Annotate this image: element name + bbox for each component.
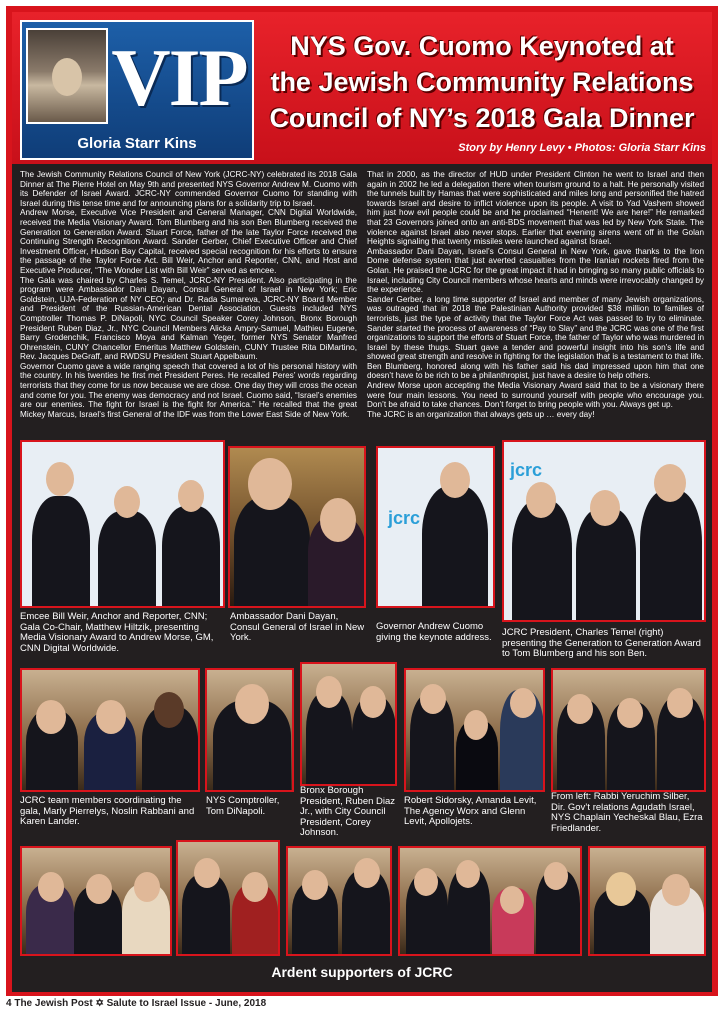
- headline-line-1: NYS Gov. Cuomo Keynoted at: [290, 31, 674, 61]
- article-column-1: [20, 170, 357, 432]
- paragraph: The JCRC is an organization that always gets up … every day!: [367, 409, 595, 419]
- photo-governor: [376, 446, 495, 608]
- page-footer: 4 The Jewish Post ✡ Salute to Israel Issue - June, 2018: [6, 998, 267, 1009]
- person-head: [114, 486, 140, 518]
- caption-borough-president: Bronx Borough President, Ruben Diaz Jr., with City Council President, Corey Johnson.: [300, 785, 396, 838]
- caption-sidorsky-levit: Robert Sidorsky, Amanda Levit, The Agency Worx and Glenn Levit, Apollojets.: [404, 795, 537, 827]
- caption-ambassador: Ambassador Dani Dayan, Consul General of Israel in New York.: [230, 611, 365, 643]
- person-head: [235, 684, 269, 724]
- photo-supporters-5: [588, 846, 706, 956]
- headline-line-3: Council of NY’s 2018 Gala Dinner: [269, 103, 695, 133]
- caption-president-award: JCRC President, Charles Temel (right) presenting the Generation to Generation Award to Tom Blumberg and his son Ben.: [502, 627, 701, 659]
- headline-line-2: the Jewish Community Relations: [270, 67, 694, 97]
- person-head: [526, 482, 556, 518]
- person-head: [500, 886, 524, 914]
- person-figure: [640, 490, 702, 620]
- caption-governor: Governor Andrew Cuomo giving the keynote address.: [376, 621, 492, 643]
- person-figure: [512, 500, 572, 620]
- photo-jcrc-team: [20, 668, 200, 792]
- person-figure: [98, 511, 156, 606]
- person-head: [510, 688, 536, 718]
- article-body: [20, 170, 704, 432]
- paragraph: The Jewish Community Relations Council of New York (JCRC-NY) celebrated its 2018 Gala Dinner at The Pierre Hotel on May 9th and presented NYS Governor Andrew M. Cuomo with its Defender of Israel Award. JCRC-NY commended Governor Cuomo for standing with Israel during this tense time and for announcing plans for a solidarity trip to Israel.: [20, 170, 357, 208]
- paragraph: Ambassador Dani Dayan, Israel’s Consul General in New York, gave thanks to the Iron Dome defense system that just averted casualties from the Iranian rockets fired from the Golan. He praised the JCRC for the great impact it had in bringing so many public officials to Israel, including City Council members whose hearts and minds were irrevocably changed by the experience.: [367, 246, 704, 295]
- person-figure: [32, 496, 90, 606]
- paragraph: Andrew Morse upon accepting the Media Visionary Award said that to be a visionary there were four main lessons. You need to surround yourself with people who encourage you. Don’t be afraid to take chances. Don’t forget to bring people with you. Always get up.: [367, 381, 704, 410]
- photo-ambassador: [228, 446, 366, 608]
- byline: Story by Henry Levy • Photos: Gloria Starr Kins: [458, 142, 706, 154]
- caption-emcee: Emcee Bill Weir, Anchor and Reporter, CNN; Gala Co-Chair, Matthew Hiltzik, presenting Media Visionary Award to Andrew Morse, GM, CNN Digital Worldwide.: [20, 611, 214, 654]
- jcrc-logo-icon: jcrc: [388, 508, 421, 528]
- person-head: [46, 462, 74, 496]
- person-head: [86, 874, 112, 904]
- caption-comptroller: NYS Comptroller, Tom DiNapoli.: [206, 795, 280, 817]
- photo-emcee-group: [20, 440, 225, 608]
- person-head: [456, 860, 480, 888]
- photo-rabbis: [551, 668, 706, 792]
- person-head: [96, 700, 126, 734]
- photo-comptroller: [205, 668, 294, 792]
- paragraph: Sander Gerber, a long time supporter of Israel and member of many Jewish organizations, was outraged that in 2018 the Palestinian Authority provided $38 million to families of terrorists, just the type of activity that the Taylor Force Act was passed to try to eliminate. Sander started the process of awareness of “Pay to Slay” and the JCRC was one of the first organizations to support the efforts of Stuart Force, the father of Taylor who was murdered in Israel by these thugs. Stuart gave a tender and powerful insight into his son’s life and showed great strength and resolve in fighting for the legislation that is a testament to that life.: [367, 294, 704, 362]
- paragraph: Governor Cuomo gave a wide ranging speech that covered a lot of his personal history with the country. In his twenties he first met President Peres. He recalled Peres’ words regarding terrorists that they come for us now because we are close. One day they will cross the ocean and come for you. The enemy was democracy and not Israel. Cuomo said, “Israel’s enemies are our enemies. The fight for Israel is the fight for America.” He recalled that the great Mickey Marcus, Israel’s first General of the IDF was from the Lower East Side of New York.: [20, 361, 357, 419]
- person-head: [320, 498, 356, 542]
- paragraph: The Gala was chaired by Charles S. Temel, JCRC-NY President. Also participating in the program were Ambassador Dani Dayan, Consul General of Israel in New York; Eric Goldstein, UJA-Federation of NY CEO; and Dr. Rada Sumareva, JCRC-NY Board Member and President of the Russian-American Dental Association. Guests included NYS Comptroller Thomas P. DiNapoli, NYC Council Speaker Corey Johnson, Bronx Borough President Ruben Diaz, Jr., NYC Council Members Alicka Ampry-Samuel, Mathieu Eugene, Barry Grodenchik, Francisco Moya and Kalman Yeger, former NYS Senator Manfred Ohrenstein, CUNY Chancellor Emeritus Matthew Goldstein, CUNY Trustee Rita DiMartino, Rev. Jacques DeGraff, and RWDSU President Stuart Appelbaum.: [20, 275, 357, 362]
- person-figure: [422, 486, 488, 606]
- person-head: [662, 874, 690, 906]
- photo-sidorsky-levit: [404, 668, 545, 792]
- photo-supporters-1: [20, 846, 172, 956]
- person-head: [38, 872, 64, 902]
- person-head: [464, 710, 488, 740]
- person-head: [178, 480, 204, 512]
- person-head: [414, 868, 438, 896]
- paragraph: That in 2000, as the director of HUD under President Clinton he went to Israel and then again in 2002 he led a delegation there when tourism ground to a halt. He personally visited the tunnels built by Hamas that were sophisticated and miles long and personified the hatred towards Israel and desire to inflict violence upon its people. A visit to Yad Vashem showed him just how evil people could be and he proclaimed “Henent! We are here!” He remarked that 23 Governors joined onto an anti-BDS movement that was led by New York State. The violence against Israel also never stops. Earlier that evening sirens went off in the Golan Heights signaling that twenty missiles were launched against Israel.: [367, 170, 704, 247]
- person-figure: [162, 506, 220, 606]
- person-head: [606, 872, 636, 906]
- person-head: [316, 676, 342, 708]
- person-head: [440, 462, 470, 498]
- person-head: [134, 872, 160, 902]
- person-figure: [234, 496, 310, 606]
- paragraph: Andrew Morse, Executive Vice President and General Manager, CNN Digital Worldwide, received the Media Visionary Award. Tom Blumberg and his son Ben Blumberg received the Generation to Generation Award. Stuart Force, father of the late Taylor Force received the Continuing Strength Recognition Award. Sander Gerber, Chief Executive Officer and Chief Investment Officer, Hudson Bay Capital, received special recognition for his efforts to ensure the passage of the Taylor Force Act. Bill Weir, Anchor and Reporter, CNN, and Host and Executive Producer, “The Wonder List with Bill Weir” served as emcee.: [20, 208, 357, 275]
- person-head: [654, 464, 686, 502]
- person-head: [242, 872, 268, 902]
- person-head: [36, 700, 66, 734]
- jcrc-logo-icon: jcrc: [510, 460, 543, 480]
- person-head: [590, 490, 620, 526]
- vip-badge-text: VIP: [111, 32, 247, 123]
- person-head: [154, 692, 184, 728]
- person-head: [544, 862, 568, 890]
- columnist-name: Gloria Starr Kins: [77, 135, 197, 152]
- photo-supporters-2: [176, 840, 280, 956]
- person-head: [617, 698, 643, 728]
- article-column-2: [367, 170, 704, 432]
- photo-supporters-4: [398, 846, 582, 956]
- person-head: [667, 688, 693, 718]
- person-head: [194, 858, 220, 888]
- person-head: [302, 870, 328, 900]
- photo-supporters-3: [286, 846, 392, 956]
- caption-jcrc-team: JCRC team members coordinating the gala, Marly Pierrelys, Noslin Rabbani and Karen Lander.: [20, 795, 195, 827]
- columnist-portrait: [26, 28, 108, 124]
- person-head: [567, 694, 593, 724]
- paragraph: Ben Blumberg, honored along with his father said his dad impressed upon him that one doesn’t have to be rich to be a philanthropist, just have a desire to help others.: [367, 361, 704, 381]
- supporters-caption: Ardent supporters of JCRC: [271, 964, 453, 980]
- person-head: [420, 684, 446, 714]
- person-head: [248, 458, 292, 510]
- caption-rabbis: From left: Rabbi Yeruchim Silber, Dir. Gov’t relations Agudath Israel, NYS Chaplain Yecheskal Blau, Ezra Friedlander.: [551, 791, 703, 834]
- photo-president-award: [502, 440, 706, 622]
- photo-borough-president: [300, 662, 397, 786]
- person-head: [354, 858, 380, 888]
- headline: [258, 28, 706, 140]
- person-head: [360, 686, 386, 718]
